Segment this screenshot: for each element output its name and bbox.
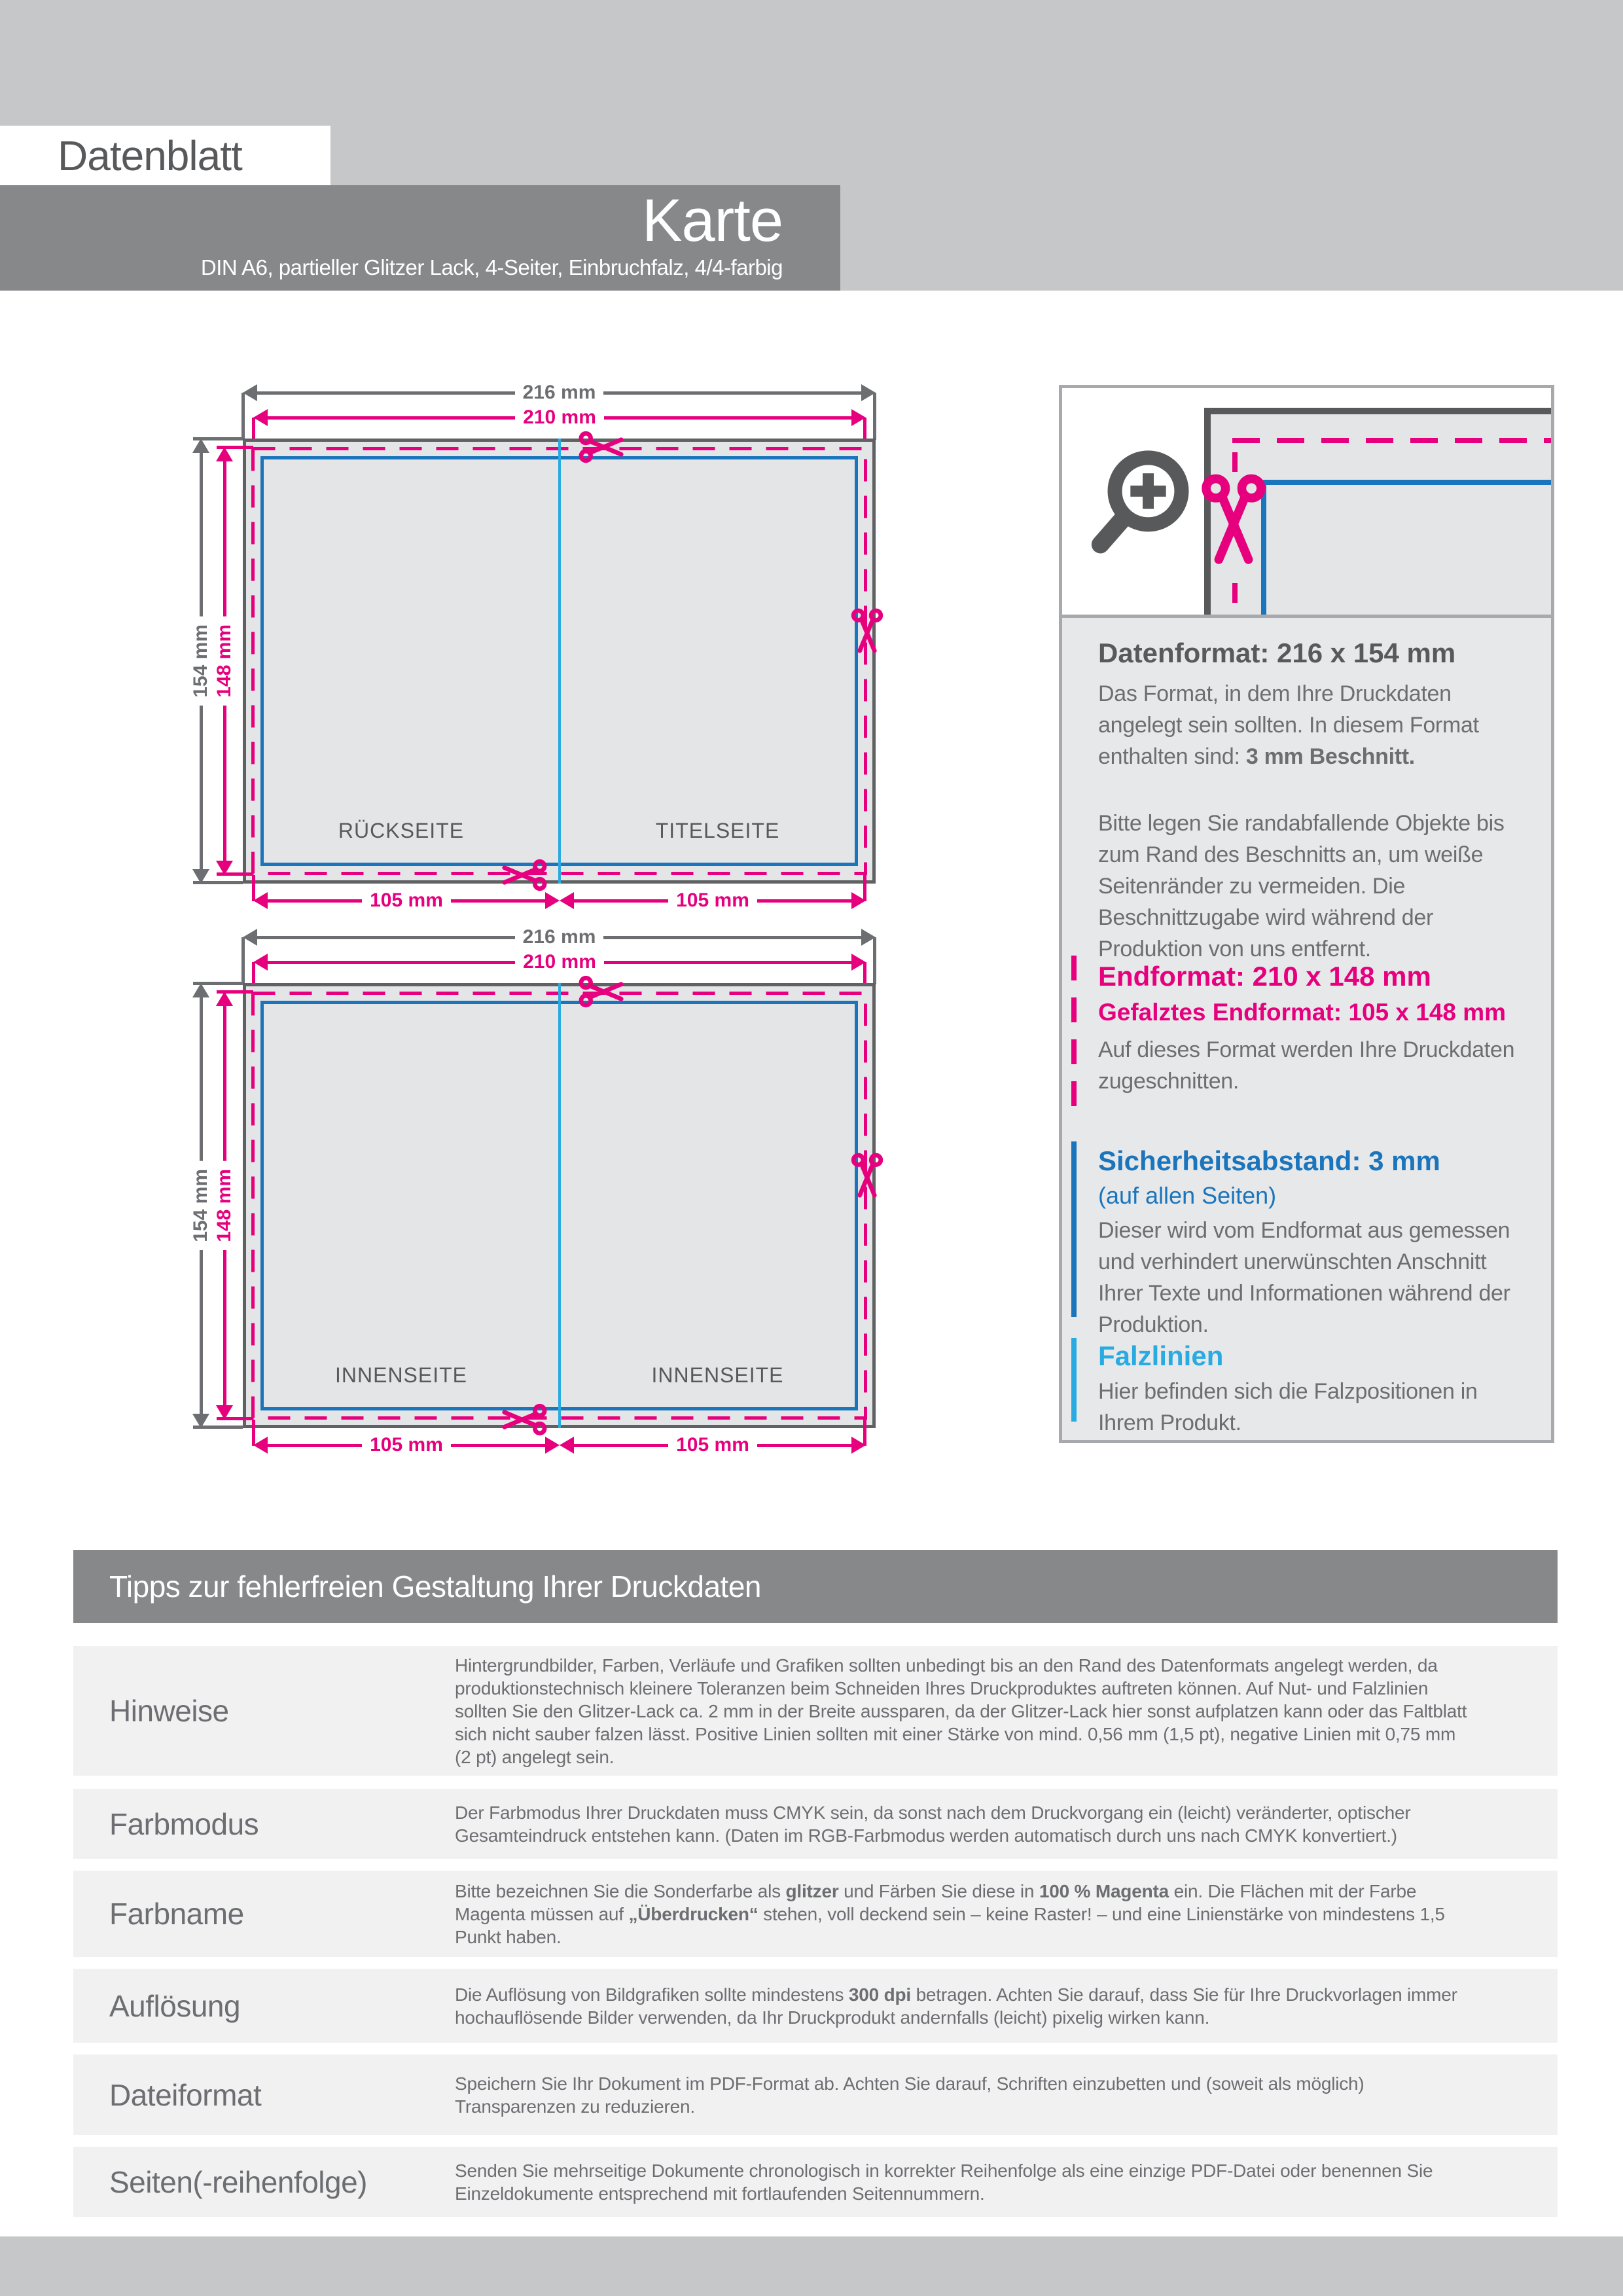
- datenformat-heading: Datenformat: 216 x 154 mm: [1098, 637, 1456, 668]
- diagram-outside: [0, 382, 949, 925]
- tip-text: Die Auflösung von Bildgrafiken sollte mindestens 300 dpi betragen. Achten Sie darauf, dass Sie für Ihre Druckvorlagen immer hochauflösende Bilder verwenden, da Ihr Druckprodukt andernfalls (leicht) pixelig wirken kann.: [455, 1984, 1457, 2028]
- dim-label: 105 mm: [362, 889, 451, 912]
- dim-label: 105 mm: [362, 1434, 451, 1456]
- endformat-marker-line: [1071, 956, 1077, 1118]
- dim-label: 154 mm: [190, 1161, 212, 1250]
- zoom-cut-line: [1232, 438, 1551, 443]
- tip-label: Farbname: [109, 1897, 244, 1931]
- tip-text: Hintergrundbilder, Farben, Verläufe und Grafiken sollten unbedingt bis an den Rand des Datenformats angelegt werden, da produktionstechnisch kleinere Toleranzen beim Schneiden Ihres Druckproduktes auftreten können. Auf Nut- und Falzlinien sollten Sie den Glitzer-Lack ca. 2 mm in der Breite aussparen, da der Glitzer-Lack hier sonst aufplatzen kann oder das Faltblatt sich nicht sauber falzen lässt. Positive Linien sollten mit einer Stärke von mind. 0,56 mm (1,5 pt), negative Linien mit 0,75 mm (2 pt) angelegt sein.: [455, 1655, 1467, 1767]
- doc-type-label: Datenblatt: [58, 132, 242, 179]
- zoom-detail-box: [1062, 388, 1551, 618]
- tip-row-farbmodus: [73, 1789, 1558, 1859]
- dim-stub: [193, 437, 243, 440]
- datenformat-width-dimension: [243, 382, 876, 403]
- scissors-icon: [1200, 474, 1267, 569]
- tip-text: Bitte bezeichnen Sie die Sonderfarbe als glitzer und Färben Sie diese in 100 % Magenta ein. Die Flächen mit der Farbe Magenta müssen auf „Überdrucken“ stehen, voll deckend sein – keine Raster! – und eine Linienstärke von mindestens 1,5 Punkt haben.: [455, 1880, 1445, 1947]
- dim-label: 216 mm: [515, 926, 604, 948]
- scissors-icon: [851, 1153, 883, 1200]
- scissors-icon: [579, 431, 626, 463]
- tip-label: Dateiformat: [109, 2077, 262, 2112]
- tip-label: Seiten(-reihenfolge): [109, 2164, 368, 2199]
- zoom-datenformat-line: [1204, 408, 1551, 414]
- zoom-cut-line: [1232, 583, 1238, 603]
- dim-stub: [217, 990, 253, 994]
- dim-label: 105 mm: [668, 889, 757, 912]
- zoom-cut-line: [1232, 452, 1238, 472]
- tip-text: Speichern Sie Ihr Dokument im PDF-Format ab. Achten Sie darauf, Schriften einzubetten und (soweit als möglich) Transparenzen zu reduzieren.: [455, 2073, 1364, 2117]
- dim-stub: [193, 881, 243, 884]
- tip-text: Senden Sie mehrseitige Dokumente chronologisch in korrekter Reihenfolge als eine einzige PDF-Datei oder benennen Sie Einzeldokumente entsprechend mit fortlaufenden Seitennummern.: [455, 2160, 1433, 2204]
- dim-stub: [217, 446, 253, 449]
- footer-band: [0, 2236, 1623, 2296]
- dim-label: 148 mm: [213, 1161, 236, 1250]
- scissors-icon: [500, 1403, 547, 1436]
- dim-label: 105 mm: [668, 1434, 757, 1456]
- dim-label: 210 mm: [515, 406, 604, 429]
- datenformat-height-dimension: [192, 439, 209, 884]
- magnifier-plus-icon: [1087, 444, 1198, 559]
- dim-stub: [241, 393, 245, 440]
- tip-row-seitenreihenfolge: [73, 2147, 1558, 2217]
- tip-row-dateiformat: [73, 2054, 1558, 2135]
- endformat-heading: Endformat: 210 x 148 mm: [1098, 961, 1431, 992]
- panel-label-left: RÜCKSEITE: [338, 818, 465, 842]
- safety-marker-line: [1071, 1141, 1077, 1317]
- format-info-panel: [1062, 618, 1551, 1440]
- datenformat-text: Das Format, in dem Ihre Druckdaten angelegt sein sollten. In diesem Format enthalten sind: 3 mm Beschnitt.: [1098, 681, 1479, 769]
- folded-width-dimension-right: [560, 1435, 866, 1456]
- dim-label: 148 mm: [213, 617, 236, 706]
- folded-width-dimension-left: [253, 1435, 560, 1456]
- endformat-width-dimension: [253, 407, 866, 428]
- tip-text: Der Farbmodus Ihrer Druckdaten muss CMYK sein, da sonst nach dem Druckvorgang ein (leicht) veränderter, optischer Gesamteindruck entstehen kann. (Daten im RGB-Farbmodus werden automatisch durch uns nach CMYK konvertiert.): [455, 1802, 1411, 1846]
- tips-heading-bar: [73, 1550, 1558, 1623]
- dim-stub: [217, 1417, 253, 1420]
- folded-width-dimension-right: [560, 890, 866, 911]
- foldline-marker-line: [1071, 1338, 1077, 1422]
- panel-label-left: INNENSEITE: [334, 1363, 468, 1387]
- dim-stub: [873, 937, 876, 984]
- tip-label: Auflösung: [109, 1988, 241, 2023]
- dim-label: 154 mm: [190, 617, 212, 706]
- dim-stub: [217, 872, 253, 876]
- doc-type-box: [0, 126, 330, 185]
- bleed-text: Bitte legen Sie randabfallende Objekte bis zum Rand des Beschnitts an, um weiße Seitenränder zu vermeiden. Die Beschnittzugabe wird während der Produktion von uns entfernt.: [1098, 811, 1505, 961]
- safety-heading: Sicherheitsabstand: 3 mm: [1098, 1145, 1440, 1176]
- safety-text: Dieser wird vom Endformat aus gemessen und verhindert unerwünschten Anschnitt Ihrer Texte und Informationen während der Produktion.: [1098, 1218, 1510, 1337]
- endformat-width-dimension: [253, 952, 866, 973]
- tips-heading: Tipps zur fehlerfreien Gestaltung Ihrer Druckdaten: [109, 1570, 762, 1604]
- dim-stub: [193, 982, 243, 985]
- dim-label: 210 mm: [515, 951, 604, 973]
- tip-row-aufloesung: [73, 1969, 1558, 2043]
- datenformat-height-dimension: [192, 983, 209, 1428]
- endformat-text: Auf dieses Format werden Ihre Druckdaten zugeschnitten.: [1098, 1037, 1515, 1094]
- dim-stub: [241, 937, 245, 984]
- tip-label: Hinweise: [109, 1694, 229, 1728]
- endformat-height-dimension: [213, 447, 235, 875]
- zoom-safety-line: [1261, 480, 1551, 485]
- dim-stub: [873, 393, 876, 440]
- tip-row-farbname: [73, 1871, 1558, 1957]
- folded-endformat-heading: Gefalztes Endformat: 105 x 148 mm: [1098, 999, 1507, 1026]
- scissors-icon: [579, 975, 626, 1008]
- scissors-icon: [851, 608, 883, 655]
- endformat-height-dimension: [213, 992, 235, 1420]
- info-card: [1059, 385, 1554, 1443]
- tip-label: Farbmodus: [109, 1806, 259, 1841]
- folded-width-dimension-left: [253, 890, 560, 911]
- dim-stub: [193, 1426, 243, 1429]
- foldline-text: Hier befinden sich die Falzpositionen in Ihrem Produkt.: [1098, 1379, 1478, 1435]
- tip-row-hinweise: [73, 1646, 1558, 1776]
- safety-subheading: (auf allen Seiten): [1098, 1182, 1277, 1209]
- product-title: Karte: [642, 187, 783, 254]
- product-bar: [0, 185, 840, 291]
- datenformat-width-dimension: [243, 927, 876, 948]
- panel-label-right: INNENSEITE: [651, 1363, 784, 1387]
- panel-label-right: TITELSEITE: [655, 818, 780, 842]
- scissors-icon: [500, 859, 547, 891]
- diagram-inside: [0, 927, 949, 1470]
- product-subtitle: DIN A6, partieller Glitzer Lack, 4-Seiter, Einbruchfalz, 4/4-farbig: [200, 255, 783, 279]
- dim-label: 216 mm: [515, 382, 604, 404]
- foldline-heading: Falzlinien: [1098, 1340, 1224, 1371]
